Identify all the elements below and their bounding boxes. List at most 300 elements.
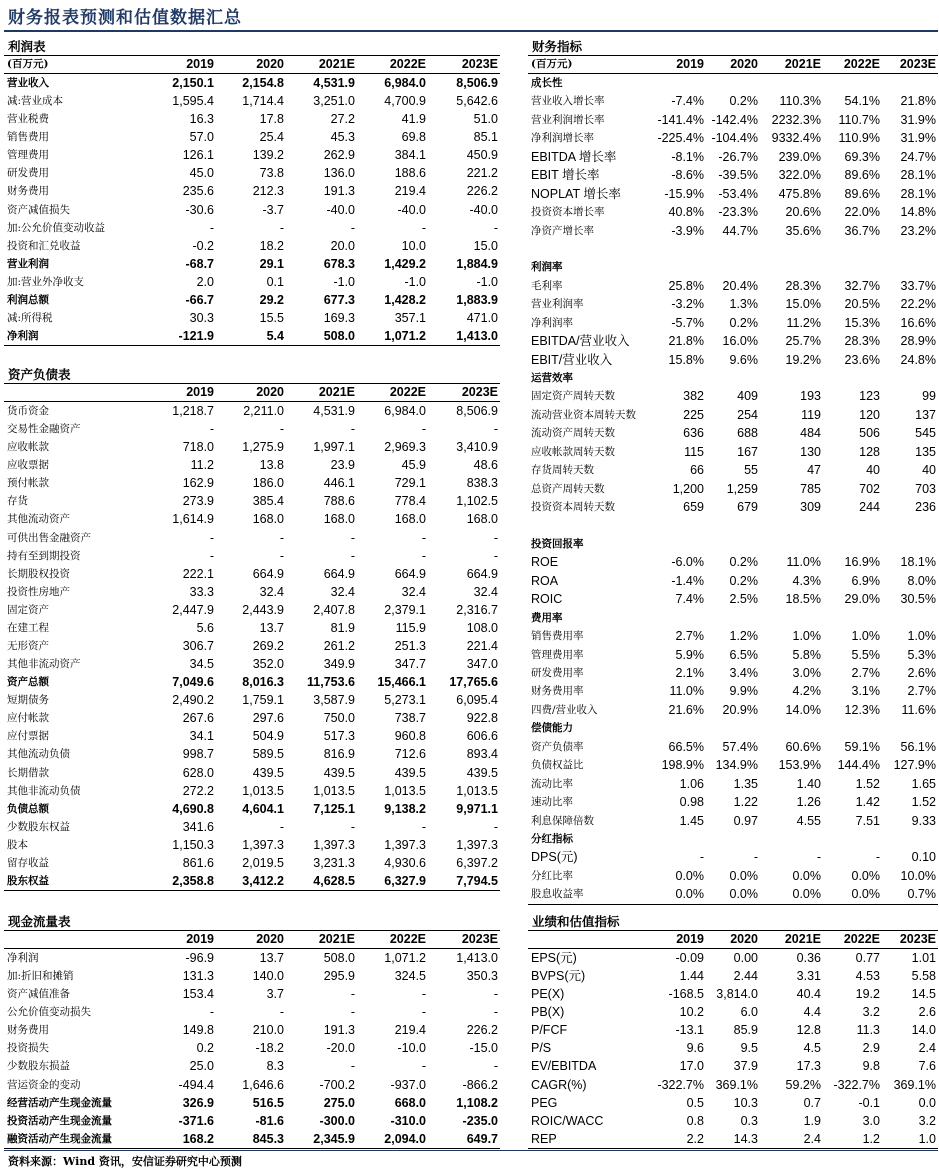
balance-row [4,583,500,601]
income-value-cell: 1,413.0 [456,329,498,344]
valuation-header-row [528,931,938,949]
income-value-cell: 45.0 [189,166,214,181]
cashflow-value-cell: 219.4 [394,1023,426,1038]
indicators-value-cell: 123 [859,389,880,404]
indicators-year-header: 2022E [843,57,880,71]
balance-row-label: 持有至到期投资 [7,549,81,562]
balance-value-cell: - [279,422,284,437]
balance-row-label: 应付帐款 [7,712,49,725]
income-row-label: 加:营业外净收支 [7,275,85,288]
indicators-row [528,351,938,369]
valuation-value-cell: -0.1 [858,1095,880,1110]
indicators-value-cell: 24.7% [900,149,936,164]
indicators-value-cell: 14.8% [900,205,936,220]
indicators-value-cell: 18.5% [785,592,821,607]
indicators-value-cell: 11.0% [669,684,704,699]
valuation-row-label: EPS(元) [531,951,577,965]
indicators-value-cell: 475.8% [778,186,821,201]
balance-row [4,745,500,763]
balance-value-cell: - [279,530,284,545]
indicators-row-label: 分红比率 [531,869,573,882]
cashflow-value-cell: - [209,1005,214,1020]
indicators-row-label: 流动比率 [531,777,573,790]
balance-value-cell: 998.7 [182,747,214,762]
indicators-value-cell: 0.2% [729,315,758,330]
indicators-value-cell: 0.10 [911,850,936,865]
indicators-row [528,517,938,535]
income-row-label: 销售费用 [7,131,49,144]
indicators-row [528,295,938,313]
indicators-value-cell: 703 [915,481,936,496]
indicators-value-cell: 11.2% [786,315,821,330]
indicators-value-cell: 4.3% [792,573,821,588]
balance-row [4,709,500,727]
balance-value-cell: 272.2 [182,783,214,798]
balance-row [4,727,500,745]
cashflow-value-cell: 168.2 [182,1131,214,1146]
valuation-value-cell: 5.58 [911,969,936,984]
cashflow-value-cell: -18.2 [255,1041,284,1056]
indicators-value-cell: 5.8% [792,647,821,662]
indicators-value-cell: 382 [683,389,704,404]
indicators-value-cell: 2.7% [907,684,936,699]
indicators-row [528,572,938,590]
balance-value-cell: 3,231.3 [313,855,355,870]
cashflow-value-cell: 191.3 [323,1023,355,1038]
income-value-cell: - [421,220,426,235]
indicators-year-header: 2023E [899,57,936,71]
cashflow-row [4,1021,500,1039]
balance-value-cell: 712.6 [394,747,426,762]
indicators-row [528,682,938,700]
income-row [4,146,500,164]
balance-value-cell: 664.9 [394,566,426,581]
income-value-cell: 15.0 [473,238,498,253]
balance-value-cell: 5.6 [196,620,214,635]
income-row [4,201,500,219]
balance-value-cell: 6,095.4 [456,693,498,708]
valuation-value-cell: 2.9 [862,1041,880,1056]
cashflow-row-label: 少数股东损益 [7,1060,70,1073]
income-title: 利润表 [4,37,500,56]
cashflow-year-header: 2021E [318,932,355,946]
income-value-cell: -1.0 [333,274,355,289]
valuation-row-label: P/S [531,1041,552,1056]
valuation-row-label: ROIC/WACC [531,1113,604,1128]
valuation-value-cell: 10.3 [733,1095,758,1110]
indicators-value-cell: 9332.4% [771,131,821,146]
valuation-value-cell: 2.4 [803,1131,821,1146]
balance-value-cell: - [209,422,214,437]
balance-year-header: 2020 [256,385,284,399]
valuation-value-cell: 4.4 [803,1005,821,1020]
indicators-value-cell: 5.9% [675,647,704,662]
indicators-row-label: NOPLAT 增长率 [531,186,621,201]
indicators-value-cell: 32.7% [844,278,880,293]
indicators-value-cell: 702 [859,481,880,496]
income-year-header: 2019 [186,57,214,71]
income-value-cell: 1,884.9 [456,256,498,271]
income-row-label: 管理费用 [7,149,49,162]
footer-rule [4,1150,938,1151]
income-value-cell: 4,700.9 [384,94,426,109]
valuation-row [528,1021,938,1039]
income-value-cell: -40.0 [397,202,426,217]
indicators-value-cell: 135 [915,444,936,459]
balance-value-cell: 960.8 [394,729,426,744]
cashflow-value-cell: - [279,1005,284,1020]
balance-value-cell: 168.0 [394,512,426,527]
balance-value-cell: 517.3 [323,729,355,744]
balance-value-cell: 33.3 [189,584,214,599]
valuation-value-cell: 0.7 [803,1095,821,1110]
balance-value-cell: 186.0 [252,476,284,491]
cashflow-value-cell: 226.2 [466,1023,498,1038]
balance-row [4,872,500,891]
indicators-value-cell: 69.3% [844,149,880,164]
income-row [4,273,500,291]
indicators-value-cell: 44.7% [722,223,758,238]
balance-row-label: 交易性金融资产 [7,423,81,436]
indicators-value-cell: 19.2% [785,352,821,367]
indicators-value-cell: 6.9% [851,573,880,588]
valuation-value-cell: 11.3 [856,1023,880,1038]
balance-row-label: 资产总额 [7,676,49,689]
balance-row [4,782,500,800]
balance-value-cell: 32.4 [401,584,426,599]
balance-value-cell: 816.9 [323,747,355,762]
indicators-row [528,701,938,719]
balance-value-cell: - [279,548,284,563]
balance-value-cell: - [209,548,214,563]
income-value-cell: 384.1 [394,148,426,163]
income-row [4,182,500,200]
balance-value-cell: 1,997.1 [313,440,355,455]
indicators-value-cell: 0.97 [733,813,758,828]
balance-value-cell: 349.9 [323,657,355,672]
balance-row-label: 货币资金 [7,405,49,417]
indicators-value-cell: 0.0% [675,868,704,883]
valuation-value-cell: 17.0 [679,1059,704,1074]
balance-row-label: 其他流动资产 [7,513,70,526]
indicators-value-cell: 20.4% [722,278,758,293]
balance-value-cell: 1,013.5 [384,783,426,798]
valuation-row-label: REP [531,1131,557,1146]
balance-value-cell: 168.0 [252,512,284,527]
balance-value-cell: 32.4 [473,584,498,599]
indicators-value-cell: 1.2% [729,629,758,644]
cashflow-value-cell: 1,071.2 [384,951,426,965]
valuation-value-cell: 3.2 [862,1005,880,1020]
valuation-value-cell: 59.2% [785,1077,821,1092]
indicators-value-cell: 66 [690,463,704,478]
balance-value-cell: 1,397.3 [242,837,284,852]
income-value-cell: -121.9 [178,329,214,344]
indicators-year-header: 2021E [784,57,821,71]
indicators-value-cell: 15.3% [844,315,880,330]
balance-value-cell: 352.0 [252,657,284,672]
income-value-cell: -1.0 [476,274,498,289]
balance-value-cell: 778.4 [394,494,426,509]
indicators-row [528,775,938,793]
indicators-value-cell: 16.6% [900,315,936,330]
valuation-row [528,1057,938,1075]
indicators-value-cell: 30.5% [900,592,936,607]
indicators-row-label: EBIT 增长率 [531,168,600,183]
cashflow-unit-label [4,931,144,948]
valuation-value-cell: -168.5 [668,987,704,1002]
indicators-value-cell: 89.6% [844,186,880,201]
balance-value-cell: 251.3 [394,639,426,654]
valuation-value-cell: 9.8 [862,1059,880,1074]
cashflow-value-cell: - [350,1059,355,1074]
indicators-value-cell: 16.0% [722,334,758,349]
balance-value-cell: 1,102.5 [456,494,498,509]
income-row [4,237,500,255]
indicators-value-cell: 120 [859,407,880,422]
indicators-section-row [528,74,938,92]
indicators-value-cell: 99 [922,389,936,404]
balance-value-cell: 1,013.5 [242,783,284,798]
valuation-row [528,1039,938,1057]
balance-value-cell: 1,275.9 [242,440,284,455]
indicators-value-cell: 2.6% [907,666,936,680]
indicators-value-cell: 636 [683,426,704,441]
balance-value-cell: 788.6 [323,494,355,509]
indicators-value-cell: 130 [800,444,821,459]
indicators-row [528,443,938,461]
balance-value-cell: 1,218.7 [172,404,214,418]
balance-row-label: 预付帐款 [7,477,49,490]
balance-value-cell: 17,765.6 [449,675,498,690]
cashflow-row-label: 加:折旧和摊销 [7,970,74,983]
indicators-value-cell: 1.42 [855,795,880,810]
indicators-value-cell: -3.2% [671,297,704,312]
cashflow-year-header: 2022E [389,932,426,946]
indicators-value-cell: 2.1% [675,666,704,680]
indicators-row-label: 资产负债率 [531,740,584,753]
balance-row [4,438,500,456]
balance-row [4,854,500,872]
balance-value-cell: 750.0 [323,711,355,726]
balance-value-cell: 3,410.9 [456,440,498,455]
indicators-row [528,332,938,350]
indicators-value-cell: 11.0% [786,555,821,570]
cashflow-value-cell: -15.0 [469,1041,498,1056]
income-value-cell: 16.3 [189,112,214,127]
valuation-year-header: 2022E [843,932,880,946]
indicators-value-cell: 28.9% [900,334,936,349]
balance-value-cell: 297.6 [252,711,284,726]
income-value-cell: 25.4 [259,130,284,145]
balance-value-cell: 9,138.2 [384,801,426,816]
balance-value-cell: 306.7 [182,639,214,654]
indicators-row-label: ROE [531,555,559,570]
indicators-value-cell: 0.98 [679,795,704,810]
indicators-value-cell: 0.0% [792,887,821,902]
cashflow-value-cell: 149.8 [182,1023,214,1038]
cashflow-value-cell: -96.9 [185,951,214,965]
indicators-row-label: 固定资产周转天数 [531,390,615,403]
balance-year-header: 2019 [186,385,214,399]
balance-value-cell: 7,794.5 [456,874,498,889]
cashflow-row-label: 经营活动产生现金流量 [7,1096,112,1109]
balance-value-cell: 504.9 [252,729,284,744]
income-value-cell: 1,714.4 [242,94,284,109]
valuation-value-cell: 0.5 [686,1095,704,1110]
balance-row-label: 应付票据 [7,730,49,743]
cashflow-value-cell: -81.6 [255,1113,284,1128]
valuation-value-cell: 9.6 [686,1041,704,1056]
indicators-value-cell: 7.51 [855,813,880,828]
indicators-value-cell: -5.7% [671,315,704,330]
indicators-row [528,848,938,866]
valuation-value-cell: 0.77 [855,951,880,965]
indicators-value-cell: 198.9% [661,758,704,773]
balance-value-cell: 347.7 [394,657,426,672]
income-value-cell: 2,154.8 [242,76,284,90]
indicators-row [528,738,938,756]
balance-value-cell: 838.3 [466,476,498,491]
balance-row [4,691,500,709]
valuation-row [528,949,938,967]
valuation-value-cell: 1.44 [679,969,704,984]
income-value-cell: -68.7 [185,256,214,271]
valuation-value-cell: 9.5 [740,1041,758,1056]
indicators-row-label: 负债权益比 [531,759,584,772]
valuation-value-cell: 1.0 [918,1131,936,1146]
balance-value-cell: - [421,548,426,563]
cashflow-value-cell: 2,094.0 [384,1131,426,1146]
balance-value-cell: 168.0 [466,512,498,527]
cashflow-statement-panel [4,912,500,1149]
balance-row [4,402,500,420]
indicators-value-cell: -1.4% [671,573,704,588]
cashflow-value-cell: - [350,1005,355,1020]
indicators-value-cell: - [816,850,821,865]
indicators-row [528,166,938,184]
indicators-value-cell: 47 [807,463,821,478]
valuation-value-cell: 3,814.0 [716,987,758,1002]
balance-row-label: 少数股东权益 [7,820,70,833]
cashflow-row-label: 净利润 [7,952,39,964]
cashflow-header-row [4,931,500,949]
balance-row-label: 长期借款 [7,766,49,779]
indicators-value-cell: 1.3% [729,297,758,312]
balance-row [4,547,500,565]
cashflow-row-label: 营运资金的变动 [7,1078,81,1091]
cashflow-value-cell: 1,646.6 [242,1077,284,1092]
balance-row-label: 负债总额 [7,802,49,815]
income-value-cell: 15.5 [259,311,284,326]
indicators-value-cell: 15.0% [785,297,821,312]
income-value-cell: 27.2 [330,112,355,127]
indicators-title: 财务指标 [528,37,938,56]
income-row-label: 减:所得税 [7,312,53,325]
indicators-value-cell: 785 [800,481,821,496]
balance-value-cell: 222.1 [182,566,214,581]
income-value-cell: 357.1 [394,311,426,326]
balance-value-cell: 23.9 [330,458,355,473]
indicators-value-cell: 40 [866,463,880,478]
indicators-row-label: 速动比率 [531,796,573,809]
cashflow-value-cell: - [421,987,426,1002]
valuation-year-header: 2020 [730,932,758,946]
indicators-row [528,111,938,129]
indicators-row [528,553,938,571]
valuation-row [528,1094,938,1112]
indicators-value-cell: 25.7% [785,334,821,349]
income-value-cell: 69.8 [401,130,426,145]
income-value-cell: - [350,220,355,235]
cashflow-value-cell: - [493,1059,498,1074]
indicators-row [528,92,938,110]
income-header-row [4,56,500,74]
income-value-cell: 45.3 [330,130,355,145]
cashflow-row-label: 投资损失 [7,1042,49,1055]
indicators-value-cell: 409 [737,389,758,404]
valuation-unit-label [528,931,644,948]
indicators-row-label: EBITDA/营业收入 [531,334,630,349]
indicators-value-cell: 110.7% [838,112,880,127]
income-row-label: 投资和汇兑收益 [7,239,81,252]
income-value-cell: 6,984.0 [384,76,426,90]
income-value-cell: 226.2 [466,184,498,199]
balance-value-cell: 4,930.6 [384,855,426,870]
indicators-row-label: 利润率 [531,261,563,274]
balance-row-label: 其他流动负债 [7,748,70,761]
indicators-value-cell: 2.7% [675,629,704,644]
indicators-row [528,480,938,498]
indicators-value-cell: 5.3% [907,647,936,662]
indicators-row-label: 偿债能力 [531,722,573,735]
balance-value-cell: 2,211.0 [243,404,284,418]
indicators-row-label: 营业利润率 [531,298,584,311]
balance-value-cell: 2,358.8 [172,874,214,889]
balance-value-cell: 1,397.3 [384,837,426,852]
indicators-value-cell: -7.4% [671,94,704,109]
valuation-row-label: CAGR(%) [531,1077,587,1092]
indicators-section-row [528,258,938,276]
indicators-value-cell: 1.0% [851,629,880,644]
indicators-value-cell: 11.6% [901,702,936,717]
valuation-value-cell: 10.2 [679,1005,704,1020]
cashflow-year-header: 2019 [186,932,214,946]
indicators-row-label: 净利润率 [531,316,573,329]
cashflow-row [4,1112,500,1130]
balance-value-cell: - [350,819,355,834]
cashflow-value-cell: - [421,1005,426,1020]
indicators-value-cell: 0.7% [907,887,936,902]
valuation-value-cell: 3.2 [918,1113,936,1128]
balance-row-label: 其他非流动负债 [7,784,81,797]
valuation-row-label: EV/EBITDA [531,1059,597,1074]
indicators-value-cell: 4.2% [792,684,821,699]
balance-value-cell: - [493,530,498,545]
indicators-value-cell: 9.9% [729,684,758,699]
valuation-value-cell: 1.2 [862,1131,880,1146]
cashflow-row [4,1057,500,1075]
income-row-label: 加:公允价值变动收益 [7,221,106,234]
balance-row-label: 存货 [7,495,28,508]
balance-value-cell: - [421,422,426,437]
indicators-value-cell: 3.4% [729,666,758,680]
income-row [4,92,500,110]
indicators-value-cell: 134.9% [715,758,758,773]
indicators-value-cell: 15.8% [668,352,704,367]
indicators-value-cell: - [753,850,758,865]
income-value-cell: 8,506.9 [456,76,498,90]
